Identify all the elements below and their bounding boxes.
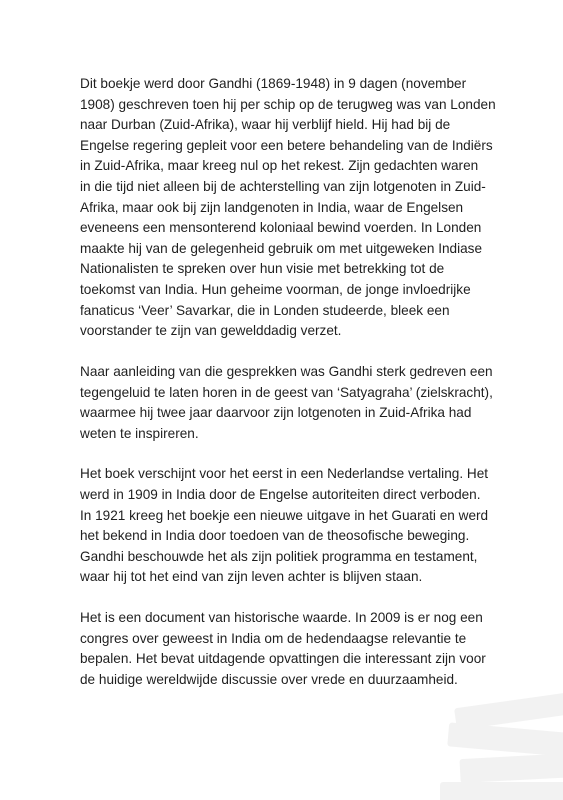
text-line: Nationalisten te spreken over hun visie met betrekking tot de bbox=[80, 261, 445, 277]
text-line: Dit boekje werd door Gandhi (1869-1948) in 9 dagen (november bbox=[80, 76, 467, 91]
text-line: Naar aanleiding van die gesprekken was Gandhi sterk gedreven een bbox=[80, 363, 493, 379]
text-line: Afrika, maar ook bij zijn landgenoten in India, waar de Engelsen bbox=[80, 199, 464, 215]
paragraph-3 bbox=[80, 464, 495, 588]
text-line: congres over geweest in India om de hedendaagse relevantie te bbox=[80, 630, 467, 646]
text-line: tegengeluid te laten horen in de geest van ‘Satyagraha’ (zielskracht), bbox=[80, 384, 493, 400]
text-line: fanaticus ‘Veer’ Savarkar, die in Londen studeerde, bleek een bbox=[80, 302, 450, 318]
paragraph-4 bbox=[80, 608, 495, 690]
text-line: de huidige wereldwijde discussie over vrede en duurzaamheid. bbox=[80, 672, 458, 687]
text-line: in die tijd niet alleen bij de achterstelling van zijn lotgenoten in Zuid- bbox=[80, 178, 486, 194]
blurb-text bbox=[80, 74, 495, 711]
text-line: in Zuid-Afrika, maar kreeg nul op het rekest. Zijn gedachten waren bbox=[80, 158, 479, 174]
text-line: In 1921 kreeg het boekje een nieuwe uitgave in het Guarati en werd bbox=[80, 507, 489, 523]
text-line: Engelse regering gepleit voor een betere behandeling van de Indiërs bbox=[80, 137, 493, 153]
text-line: weten te inspireren. bbox=[80, 425, 199, 441]
text-line: voorstander te zijn van gewelddadig verzet. bbox=[80, 323, 342, 339]
paragraph-1 bbox=[80, 74, 495, 342]
paragraph-2 bbox=[80, 362, 495, 444]
text-line: Het is een document van historische waarde. In 2009 is er nog een bbox=[80, 610, 483, 626]
text-line: het bekend in India door toedoen van de theosofische beweging. bbox=[80, 528, 470, 544]
text-line: waar hij tot het eind van zijn leven achter is blijven staan. bbox=[80, 569, 423, 585]
text-line: werd in 1909 in India door de Engelse autoriteiten direct verboden. bbox=[80, 487, 481, 503]
text-line: Het boek verschijnt voor het eerst in een Nederlandse vertaling. Het bbox=[80, 466, 489, 482]
text-line: maakte hij van de gelegenheid gebruik om met uitgeweken Indiase bbox=[80, 240, 483, 256]
text-line: eveneens een mensonterend koloniaal bewind voerden. In Londen bbox=[80, 220, 482, 236]
text-line: naar Durban (Zuid-Afrika), waar hij verblijf hield. Hij had bij de bbox=[80, 117, 451, 133]
text-line: waarmee hij twee jaar daarvoor zijn lotgenoten in Zuid-Afrika had bbox=[80, 405, 472, 421]
text-line: bepalen. Het bevat uitdagende opvattingen die interessant zijn voor bbox=[80, 651, 486, 667]
text-line: 1908) geschreven toen hij per schip op de terugweg was van Londen bbox=[80, 96, 496, 112]
text-line: toekomst van India. Hun geheime voorman, de jonge invloedrijke bbox=[80, 281, 471, 297]
text-line: Gandhi beschouwde het als zijn politiek programma en testament, bbox=[80, 548, 478, 564]
